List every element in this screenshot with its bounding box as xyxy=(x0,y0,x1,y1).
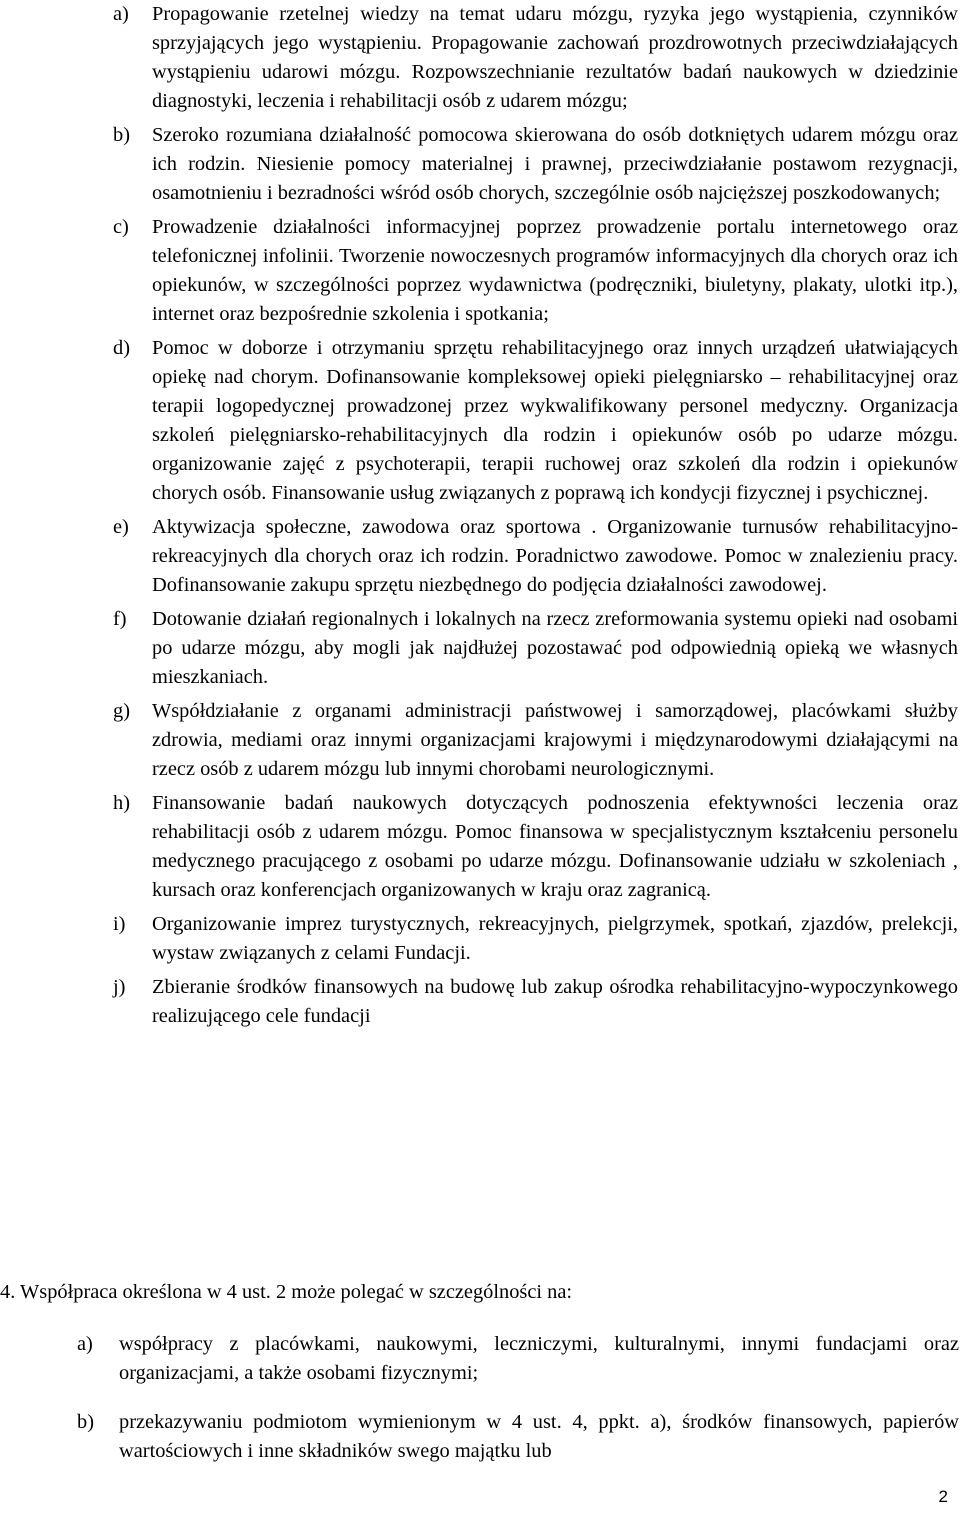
list-item-text: Propagowanie rzetelnej wiedzy na temat udaru mózgu, ryzyka jego wystąpienia, czynników sprzyjających jego wystąpieniu. Propagowanie zachowań prozdrowotnych przeciwdziałających wystąpieniu udarowi mózgu. Rozpowszechnianie rezultatów badań naukowych w dziedzinie diagnostyki, leczenia i rehabilitacji osób z udarem mózgu; xyxy=(152,3,958,112)
page-number: 2 xyxy=(938,1487,948,1506)
list-marker: a) xyxy=(77,1333,93,1355)
list-item-text: Organizowanie imprez turystycznych, rekreacyjnych, pielgrzymek, spotkań, zjazdów, prelekcji, wystaw związanych z celami Fundacji. xyxy=(152,913,958,964)
list-marker: i) xyxy=(113,913,126,935)
list-item-text: przekazywaniu podmiotom wymienionym w 4 ust. 4, ppkt. a), środków finansowych, papierów wartościowych i inne składników swego majątku lub xyxy=(119,1411,959,1462)
list-item xyxy=(0,1408,960,1466)
list-marker: b) xyxy=(77,1411,94,1433)
list-item-text: współpracy z placówkami, naukowymi, leczniczymi, kulturalnymi, innymi fundacjami oraz organizacjami, a także osobami fizycznymi; xyxy=(119,1333,959,1384)
list-item xyxy=(0,0,960,116)
list-marker: h) xyxy=(113,792,130,814)
list-marker: d) xyxy=(113,337,130,359)
list-item-text: Szeroko rozumiana działalność pomocowa skierowana do osób dotkniętych udarem mózgu oraz ich rodzin. Niesienie pomocy materialnej i prawnej, przeciwdziałanie postawom rezygnacji, osamotnieniu i bezradności wśród osób chorych, szczególnie osób najcięższej poszkodowanych; xyxy=(152,124,958,204)
list-item xyxy=(0,697,960,784)
list-item-text: Dotowanie działań regionalnych i lokalnych na rzecz zreformowania systemu opieki nad osobami po udarze mózgu, aby mogli jak najdłużej pozostawać pod odpowiednią opieką we własnych mieszkaniach. xyxy=(152,608,958,688)
list-marker: g) xyxy=(113,700,130,722)
list-item xyxy=(0,605,960,692)
list-marker: j) xyxy=(113,976,126,998)
list-item xyxy=(0,1330,960,1388)
list-item-text: Aktywizacja społeczne, zawodowa oraz sportowa . Organizowanie turnusów rehabilitacyjno-rekreacyjnych dla chorych oraz ich rodzin. Poradnictwo zawodowe. Pomoc w znalezieniu pracy. Dofinansowanie zakupu sprzętu niezbędnego do podjęcia działalności zawodowej. xyxy=(152,516,958,596)
cooperation-list xyxy=(0,1330,960,1486)
list-marker: a) xyxy=(113,3,129,25)
list-item xyxy=(0,334,960,508)
list-item-text: Pomoc w doborze i otrzymaniu sprzętu rehabilitacyjnego oraz innych urządzeń ułatwiających opiekę nad chorym. Dofinansowanie kompleksowej opieki pielęgniarsko – rehabilitacyjnej oraz terapii logopedycznej prowadzonej przez wykwalifikowany personel medyczny. Organizacja szkoleń pielęgniarsko-rehabilitacyjnych dla rodzin i opiekunów osób po udarze mózgu. organizowanie zajęć z psychoterapii, terapii ruchowej oraz szkoleń dla rodzin i opiekunów chorych osób. Finansowanie usług związanych z poprawą ich kondycji fizycznej i psychicznej. xyxy=(152,337,958,504)
section-heading: 4. Współpraca określona w 4 ust. 2 może polegać w szczególności na: xyxy=(0,1281,573,1303)
list-item-text: Finansowanie badań naukowych dotyczących podnoszenia efektywności leczenia oraz rehabilitacji osób z udarem mózgu. Pomoc finansowa w specjalistycznym kształceniu personelu medycznego pracującego z osobami po udarze mózgu. Dofinansowanie udziału w szkoleniach , kursach oraz konferencjach organizowanych w kraju oraz zagranicą. xyxy=(152,792,958,901)
list-marker: c) xyxy=(113,216,129,238)
list-item xyxy=(0,789,960,905)
list-item xyxy=(0,513,960,600)
list-marker: b) xyxy=(113,124,130,146)
list-item-text: Prowadzenie działalności informacyjnej poprzez prowadzenie portalu internetowego oraz telefonicznej infolinii. Tworzenie nowoczesnych programów informacyjnych dla chorych oraz ich opiekunów, w szczególności poprzez wydawnictwa (podręczniki, biuletyny, plakaty, ulotki itp.), internet oraz bezpośrednie szkolenia i spotkania; xyxy=(152,216,958,325)
list-item xyxy=(0,910,960,968)
list-marker: f) xyxy=(113,608,127,630)
list-item xyxy=(0,213,960,329)
list-item xyxy=(0,973,960,1031)
list-item xyxy=(0,121,960,208)
list-marker: e) xyxy=(113,516,129,538)
list-item-text: Współdziałanie z organami administracji państwowej i samorządowej, placówkami służby zdrowia, mediami oraz innymi organizacjami krajowymi i międzynarodowymi działającymi na rzecz osób z udarem mózgu lub innymi chorobami neurologicznymi. xyxy=(152,700,958,780)
list-item-text: Zbieranie środków finansowych na budowę lub zakup ośrodka rehabilitacyjno-wypoczynkowego realizującego cele fundacji xyxy=(152,976,958,1027)
